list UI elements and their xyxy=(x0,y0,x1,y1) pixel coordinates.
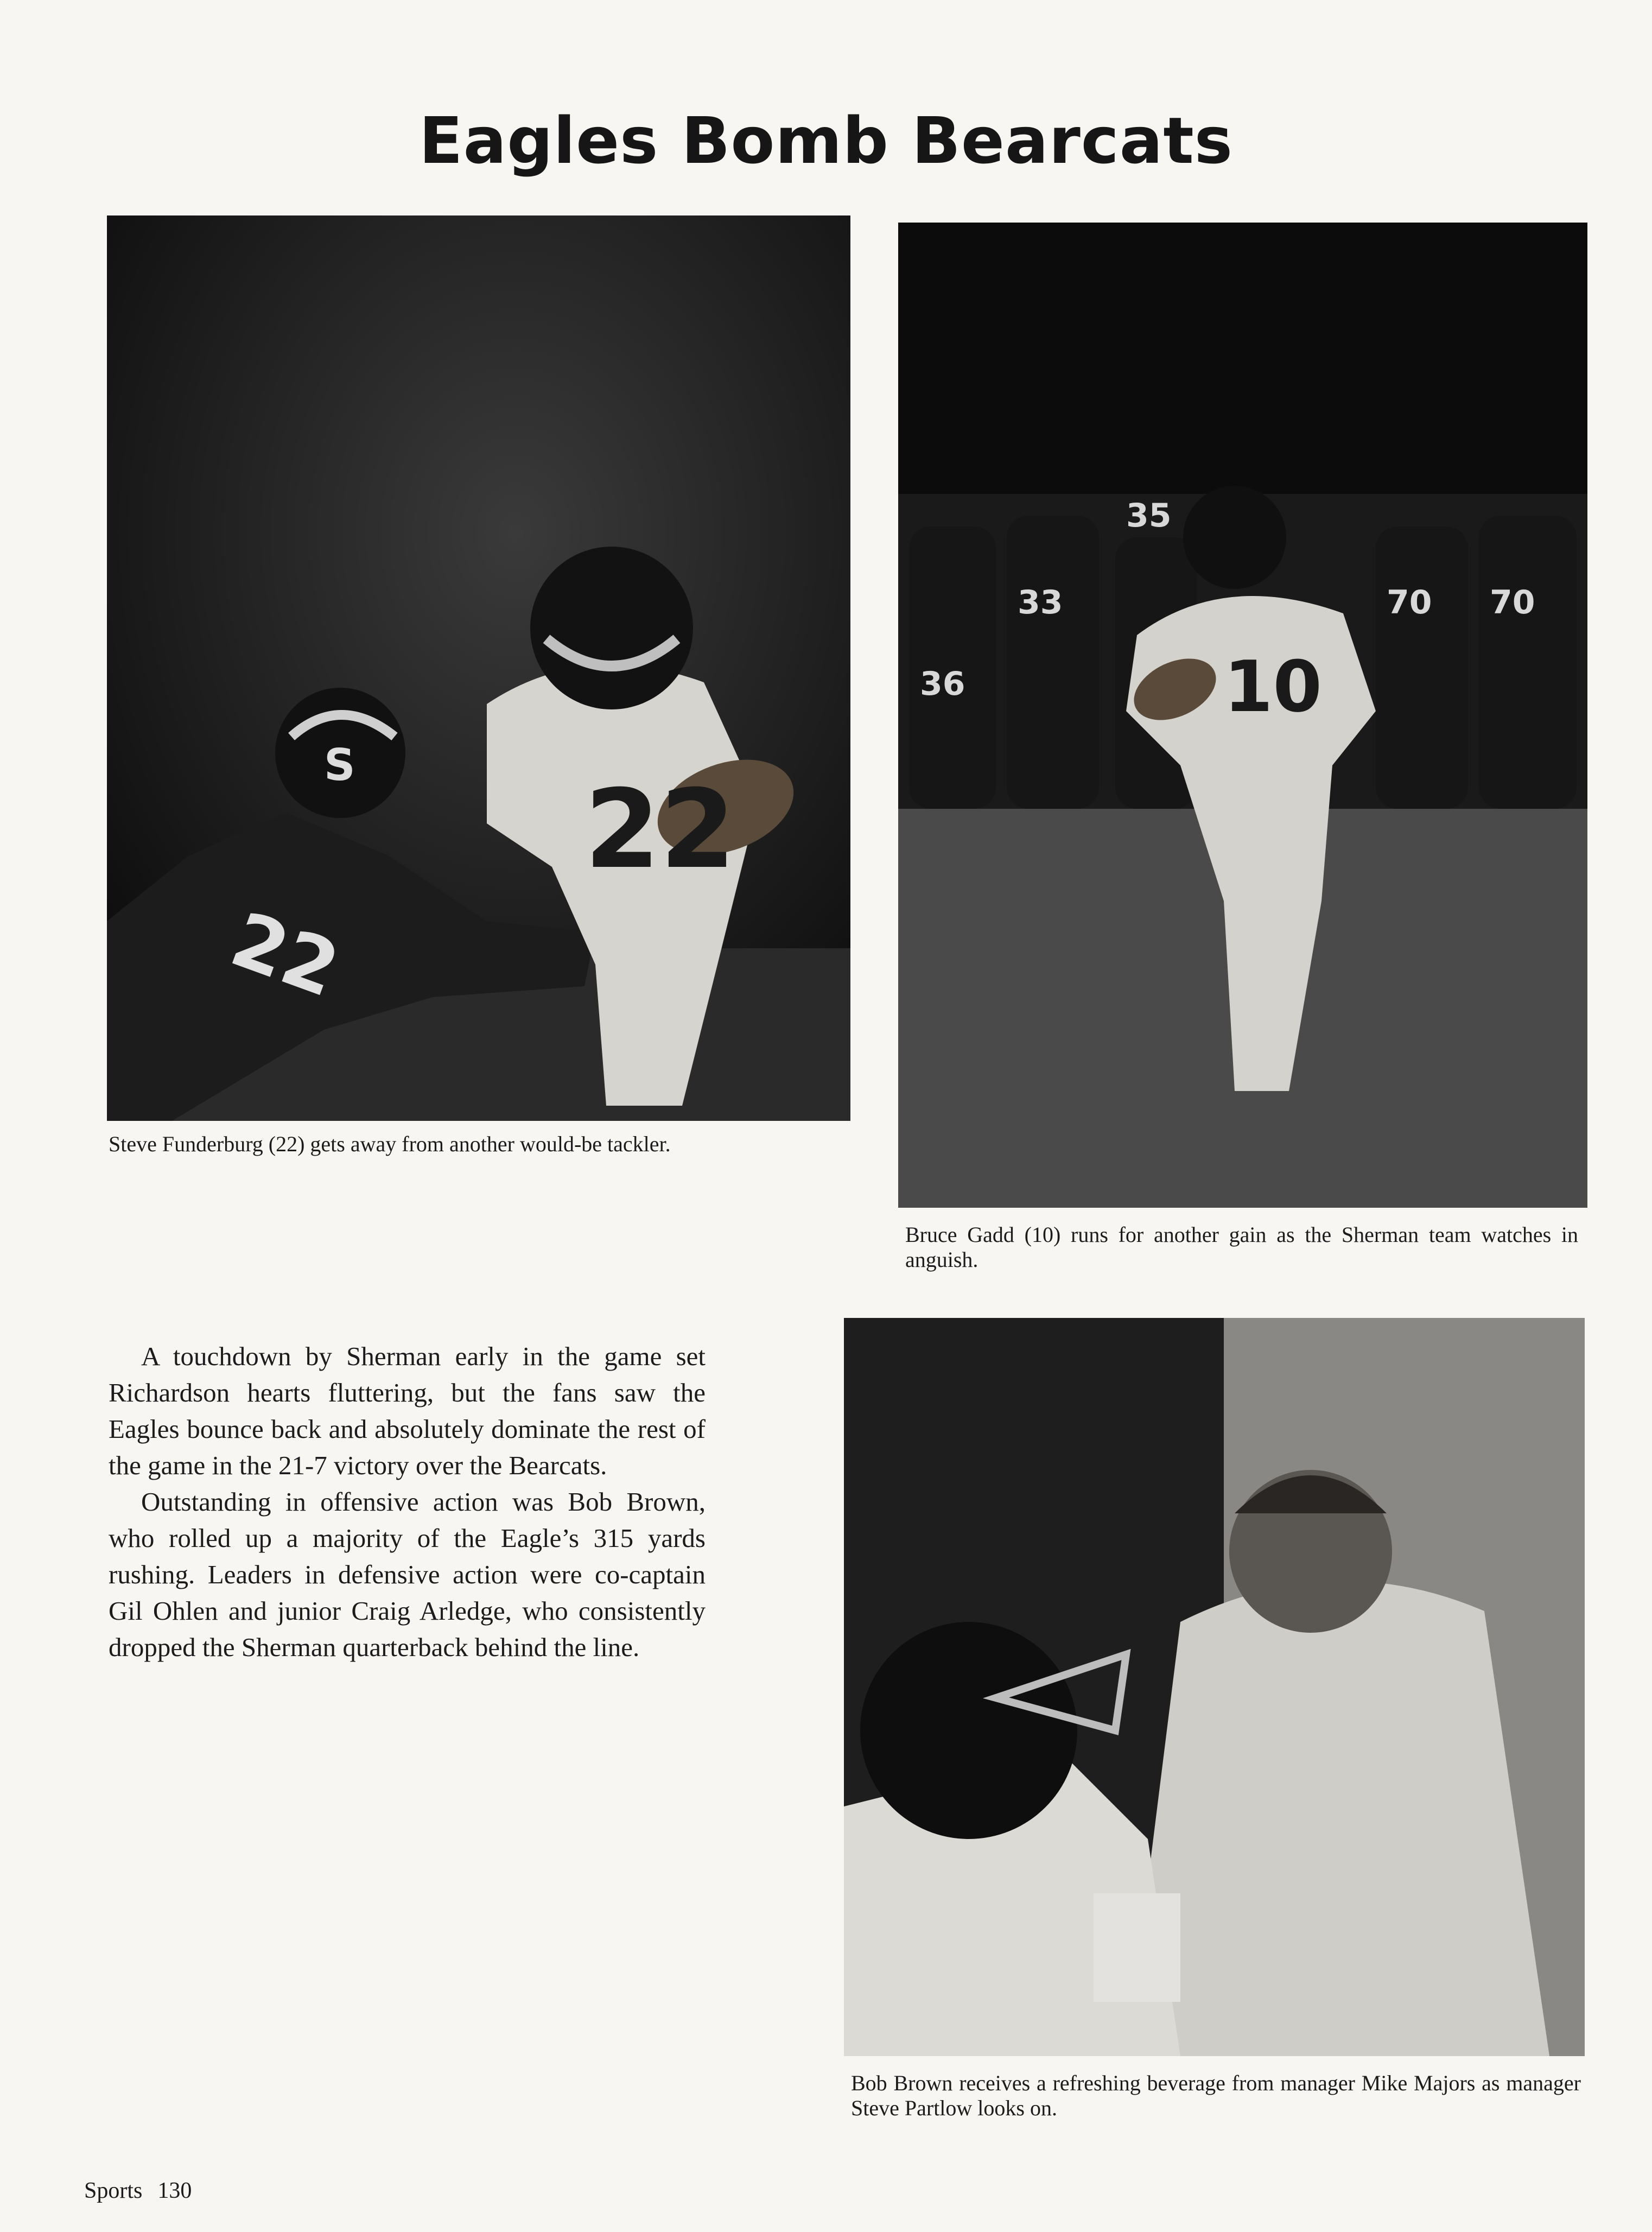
footer-section: Sports xyxy=(84,2178,143,2203)
article-paragraph: A touchdown by Sherman early in the game set Richardson hearts fluttering, but the fans saw the Eagles bounce back and absolutely dominate the rest of the game in the 21-7 victory over the Bearcats. xyxy=(109,1341,706,1480)
tackler-jersey-number: 22 xyxy=(220,895,350,1015)
gadd-jersey-number: 10 xyxy=(1224,645,1322,728)
bench-jersey-4: 70 xyxy=(1387,584,1432,622)
article-paragraph: Outstanding in offensive action was Bob Brown, who rolled up a majority of the Eagle’s 315 yards rushing. Leaders in defensive action were co-captain Gil Ohlen and junior Craig Arledge, who consistently dropped the Sherman quarterback behind the line. xyxy=(109,1487,706,1662)
caption-brown: Bob Brown receives a refreshing beverage from manager Mike Majors as manager Steve Partlow looks on. xyxy=(851,2071,1581,2120)
bench-jersey-1: 33 xyxy=(1018,584,1063,622)
page-title: Eagles Bomb Bearcats xyxy=(418,103,1233,178)
photo-brown xyxy=(844,1318,1585,2056)
bench-jersey-5: 70 xyxy=(1490,584,1535,622)
photo-gadd xyxy=(898,223,1587,1208)
caption-funderburg: Steve Funderburg (22) gets away from another would-be tackler. xyxy=(109,1132,671,1156)
tackler-helmet-letter: S xyxy=(324,740,355,790)
article-body xyxy=(109,1338,706,1665)
photo-funderburg xyxy=(107,215,850,1121)
runner-jersey-number: 22 xyxy=(584,766,736,893)
bench-jersey-2: 35 xyxy=(1126,497,1172,535)
page-footer xyxy=(84,2178,192,2204)
page-number: 130 xyxy=(157,2178,192,2203)
caption-gadd: Bruce Gadd (10) runs for another gain as the Sherman team watches in anguish. xyxy=(905,1222,1578,1272)
bench-jersey-3: 36 xyxy=(920,665,965,703)
